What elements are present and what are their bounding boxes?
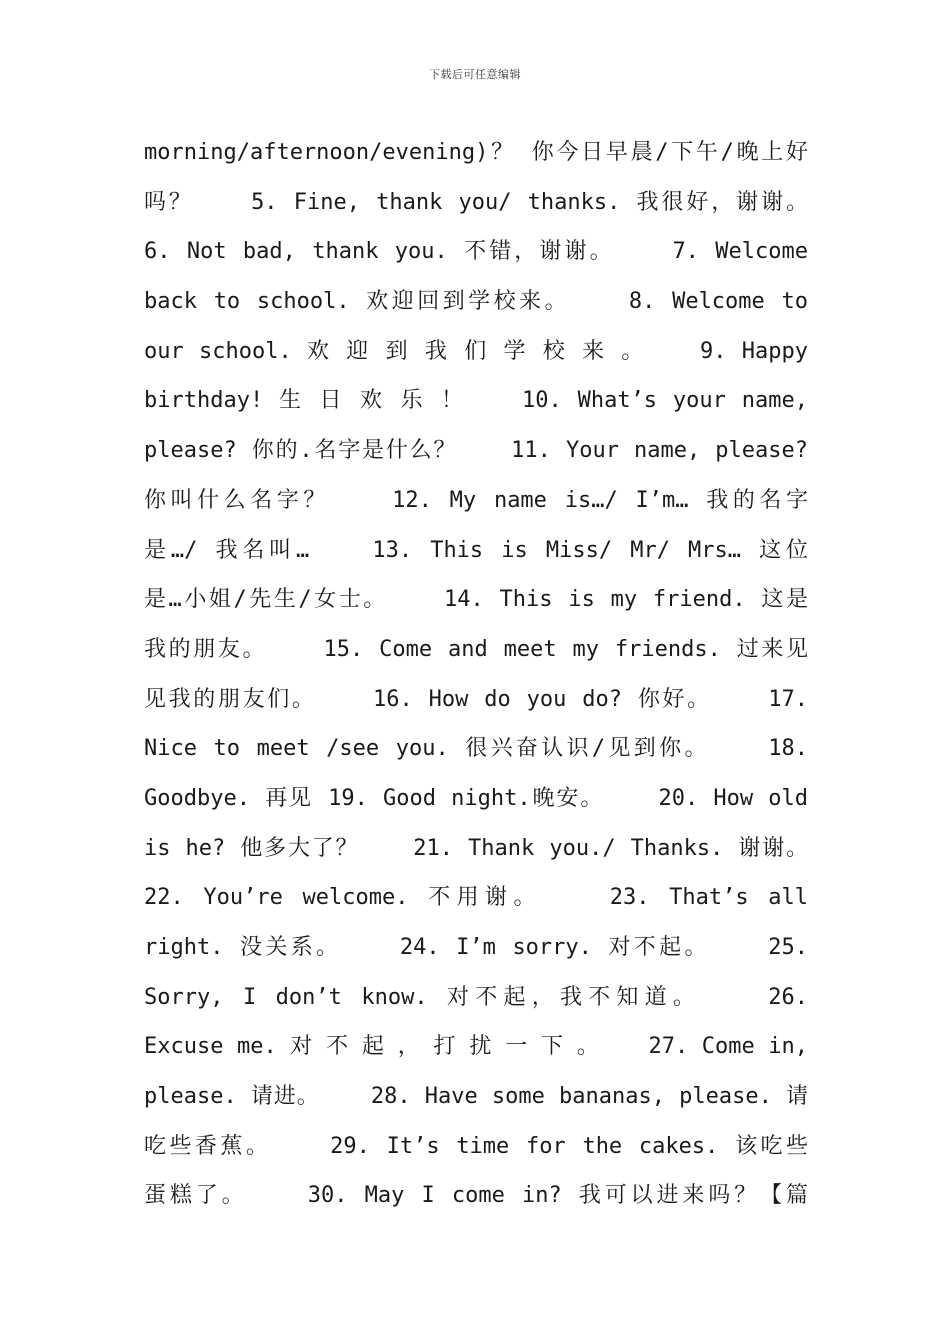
text-line: 吃些香蕉。 29. It’s time for the cakes. 该吃些 <box>144 1133 808 1159</box>
text-line: back to school. 欢迎回到学校来。 8. Welcome to <box>144 289 808 315</box>
text-line: 22. You’re welcome. 不用谢。 23. That’s all <box>144 885 808 911</box>
text-line: 你叫什么名字？ 12. My name is…/ I’m… 我的名字 <box>144 487 808 513</box>
text-line: our school. 欢 迎 到 我 们 学 校 来 。 9. Happy <box>144 338 808 364</box>
text-line: 我的朋友。 15. Come and meet my friends. 过来见 <box>144 636 808 662</box>
text-line: please? 你的.名字是什么？ 11. Your name, please? <box>144 438 808 464</box>
text-line: 吗？ 5. Fine, thank you/ thanks. 我很好，谢谢。 <box>144 189 808 215</box>
text-line: morning/afternoon/evening)？ 你今日早晨/下午/晚上好 <box>144 140 808 165</box>
text-line: Goodbye. 再见 19. Good night.晚安。 20. How old <box>144 785 808 811</box>
text-line: 蛋糕了。 30. May I come in? 我可以进来吗？【篇 <box>144 1183 808 1209</box>
text-line: Sorry, I don’t know. 对不起，我不知道。 26. <box>144 984 808 1010</box>
text-line: 见我的朋友们。 16. How do you do? 你好。 17. <box>144 686 808 712</box>
text-line: birthday! 生 日 欢 乐 ！ 10. What’s your name, <box>144 388 808 414</box>
text-line: 是…/ 我名叫… 13. This is Miss/ Mr/ Mrs… 这位 <box>144 537 808 563</box>
text-line: right. 没关系。 24. I’m sorry. 对不起。 25. <box>144 935 808 960</box>
text-line: Nice to meet /see you. 很兴奋认识/见到你。 18. <box>144 736 808 762</box>
body-text <box>144 128 808 1221</box>
text-line: please. 请进。 28. Have some bananas, please. 请 <box>144 1084 808 1110</box>
text-line: 6. Not bad, thank you. 不错，谢谢。 7. Welcome <box>144 239 808 265</box>
text-line: 是…小姐/先生/女士。 14. This is my friend. 这是 <box>144 587 808 613</box>
text-line: is he? 他多大了？ 21. Thank you./ Thanks. 谢谢。 <box>144 835 808 861</box>
page-header: 下载后可任意编辑 <box>429 68 521 81</box>
text-line: Excuse me. 对 不 起 ， 打 扰 一 下 。 27. Come in, <box>144 1034 808 1060</box>
